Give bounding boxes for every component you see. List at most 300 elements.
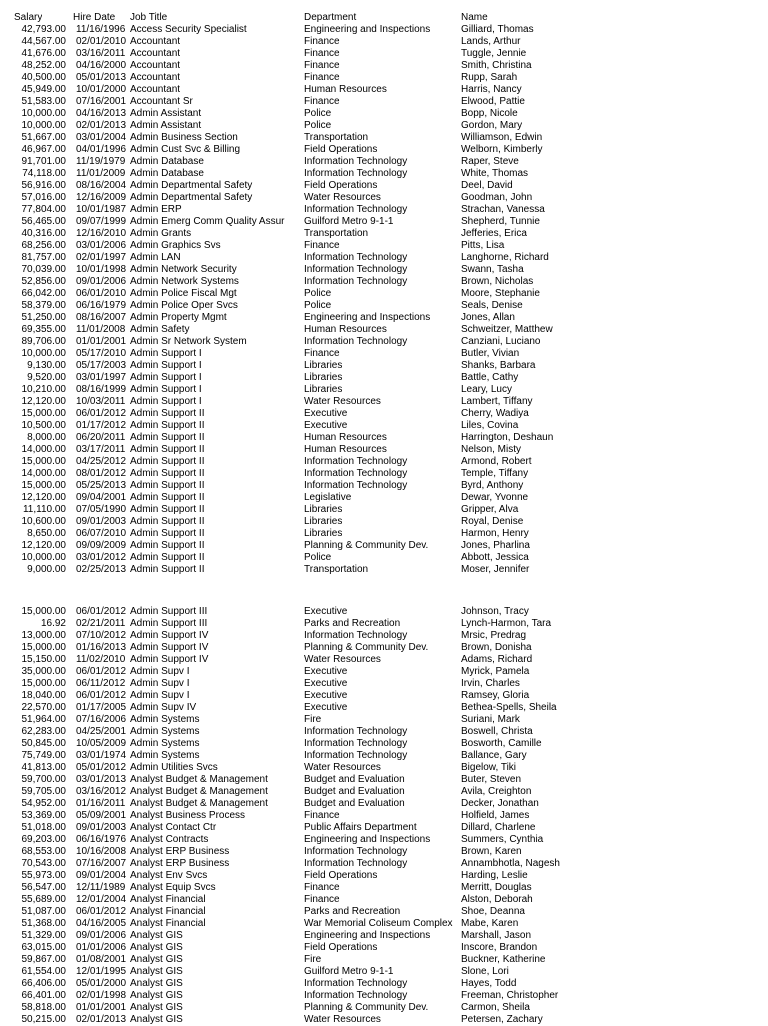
table-row — [0, 834, 768, 846]
table-row — [0, 420, 768, 432]
salary-cell: 15,150.00 — [21, 654, 66, 665]
job-title-cell: Admin Supv I — [130, 678, 190, 689]
hire-date-cell: 03/01/1974 — [76, 750, 127, 761]
job-title-cell: Admin Grants — [130, 228, 192, 239]
name-cell: Marshall, Jason — [461, 930, 532, 941]
job-title-cell: Admin Support II — [130, 528, 205, 539]
department-cell: Legislative — [304, 492, 352, 503]
department-cell: Information Technology — [304, 468, 408, 479]
table-row — [0, 762, 768, 774]
salary-cell: 58,818.00 — [21, 1002, 66, 1013]
salary-cell: 89,706.00 — [21, 336, 66, 347]
name-cell: Adams, Richard — [461, 654, 533, 665]
job-title-cell: Analyst GIS — [130, 1002, 183, 1013]
hire-date-cell: 07/16/2006 — [76, 714, 127, 725]
salary-cell: 51,329.00 — [21, 930, 66, 941]
department-cell: Information Technology — [304, 264, 408, 275]
job-title-cell: Accountant — [130, 84, 181, 95]
table-row — [0, 858, 768, 870]
name-cell: Strachan, Vanessa — [461, 204, 545, 215]
table-row — [0, 60, 768, 72]
table-row — [0, 204, 768, 216]
hire-date-cell: 06/16/1976 — [76, 834, 127, 845]
name-cell: Leary, Lucy — [461, 384, 512, 395]
table-row — [0, 690, 768, 702]
name-cell: Shoe, Deanna — [461, 906, 525, 917]
department-cell: Water Resources — [304, 396, 381, 407]
department-cell: Finance — [304, 48, 340, 59]
hire-date-cell: 01/16/2011 — [76, 798, 126, 809]
hire-date-cell: 11/16/1996 — [76, 24, 126, 35]
department-cell: Finance — [304, 240, 340, 251]
salary-cell: 53,369.00 — [21, 810, 66, 821]
hire-date-cell: 06/16/1979 — [76, 300, 127, 311]
hire-date-cell: 05/17/2010 — [76, 348, 127, 359]
job-title-cell: Accountant Sr — [130, 96, 193, 107]
name-cell: Bigelow, Tiki — [461, 762, 517, 773]
table-row — [0, 72, 768, 84]
hire-date-cell: 07/16/2007 — [76, 858, 127, 869]
header-job-title: Job Title — [130, 12, 168, 23]
hire-date-cell: 06/01/2012 — [76, 606, 127, 617]
salary-cell: 44,567.00 — [21, 36, 66, 47]
table-row — [0, 228, 768, 240]
hire-date-cell: 01/16/2013 — [76, 642, 127, 653]
department-cell: Information Technology — [304, 858, 408, 869]
table-row — [0, 252, 768, 264]
hire-date-cell: 08/01/2012 — [76, 468, 127, 479]
job-title-cell: Analyst Budget & Management — [130, 774, 268, 785]
name-cell: Canziani, Luciano — [461, 336, 541, 347]
salary-cell: 63,015.00 — [21, 942, 66, 953]
name-cell: Schweitzer, Matthew — [461, 324, 553, 335]
salary-cell: 55,689.00 — [21, 894, 66, 905]
name-cell: White, Thomas — [461, 168, 529, 179]
name-cell: Ramsey, Gloria — [461, 690, 530, 701]
department-cell: Libraries — [304, 360, 343, 371]
department-cell: Information Technology — [304, 456, 408, 467]
salary-cell: 59,705.00 — [21, 786, 66, 797]
hire-date-cell: 06/20/2011 — [76, 432, 126, 443]
hire-date-cell: 04/25/2012 — [76, 456, 127, 467]
job-title-cell: Admin Network Systems — [130, 276, 239, 287]
job-title-cell: Admin Sr Network System — [130, 336, 247, 347]
salary-cell: 74,118.00 — [22, 168, 66, 179]
job-title-cell: Admin Utilities Svcs — [130, 762, 218, 773]
department-cell: Executive — [304, 420, 348, 431]
table-row — [0, 810, 768, 822]
name-cell: Swann, Tasha — [461, 264, 524, 275]
name-cell: Moser, Jennifer — [461, 564, 530, 575]
name-cell: Brown, Karen — [461, 846, 522, 857]
department-cell: Libraries — [304, 504, 343, 515]
job-title-cell: Analyst Budget & Management — [130, 786, 268, 797]
job-title-cell: Admin Support I — [130, 360, 202, 371]
name-cell: Dillard, Charlene — [461, 822, 536, 833]
salary-cell: 15,000.00 — [21, 606, 66, 617]
name-cell: Nelson, Misty — [461, 444, 522, 455]
job-title-cell: Admin Support IV — [130, 630, 209, 641]
table-row — [0, 540, 768, 552]
hire-date-cell: 09/09/2009 — [76, 540, 127, 551]
department-cell: Human Resources — [304, 432, 387, 443]
name-cell: Tuggle, Jennie — [461, 48, 527, 59]
name-cell: Butler, Vivian — [461, 348, 520, 359]
job-title-cell: Analyst GIS — [130, 978, 183, 989]
salary-cell: 69,355.00 — [21, 324, 66, 335]
name-cell: Welborn, Kimberly — [461, 144, 543, 155]
table-row — [0, 822, 768, 834]
table-row — [0, 156, 768, 168]
department-cell: Budget and Evaluation — [304, 786, 405, 797]
hire-date-cell: 09/01/2003 — [76, 516, 127, 527]
name-cell: Ballance, Gary — [461, 750, 527, 761]
name-cell: Brown, Nicholas — [461, 276, 534, 287]
header-name: Name — [461, 12, 488, 23]
name-cell: Mrsic, Predrag — [461, 630, 527, 641]
table-row — [0, 192, 768, 204]
job-title-cell: Admin Graphics Svs — [130, 240, 221, 251]
job-title-cell: Admin Systems — [130, 714, 200, 725]
job-title-cell: Analyst GIS — [130, 1014, 183, 1025]
job-title-cell: Admin Supv I — [130, 690, 190, 701]
department-cell: Police — [304, 300, 332, 311]
department-cell: Finance — [304, 348, 340, 359]
salary-cell: 57,016.00 — [21, 192, 66, 203]
department-cell: Parks and Recreation — [304, 906, 401, 917]
name-cell: Abbott, Jessica — [461, 552, 529, 563]
salary-cell: 56,916.00 — [21, 180, 66, 191]
table-row — [0, 870, 768, 882]
job-title-cell: Admin Departmental Safety — [130, 180, 253, 191]
hire-date-cell: 04/16/2013 — [76, 108, 127, 119]
hire-date-cell: 09/01/2006 — [76, 930, 127, 941]
name-cell: Buckner, Katherine — [461, 954, 546, 965]
salary-cell: 10,600.00 — [21, 516, 66, 527]
hire-date-cell: 06/07/2010 — [76, 528, 127, 539]
salary-cell: 51,250.00 — [21, 312, 66, 323]
table-row — [0, 144, 768, 156]
job-title-cell: Admin Support I — [130, 348, 202, 359]
job-title-cell: Admin Support II — [130, 492, 205, 503]
salary-cell: 48,252.00 — [21, 60, 66, 71]
department-cell: Information Technology — [304, 978, 408, 989]
department-cell: Water Resources — [304, 762, 381, 773]
table-row — [0, 618, 768, 630]
hire-date-cell: 02/01/2010 — [76, 36, 127, 47]
department-cell: Guilford Metro 9-1-1 — [304, 216, 394, 227]
table-row — [0, 930, 768, 942]
name-cell: Bopp, Nicole — [461, 108, 518, 119]
department-cell: Guilford Metro 9-1-1 — [304, 966, 394, 977]
job-title-cell: Admin Support IV — [130, 642, 209, 653]
hire-date-cell: 05/09/2001 — [76, 810, 127, 821]
job-title-cell: Analyst GIS — [130, 930, 183, 941]
name-cell: Alston, Deborah — [461, 894, 533, 905]
department-cell: Budget and Evaluation — [304, 798, 405, 809]
table-row — [0, 396, 768, 408]
salary-cell: 61,554.00 — [21, 966, 66, 977]
department-cell: Transportation — [304, 132, 369, 143]
job-title-cell: Admin Support II — [130, 516, 205, 527]
department-cell: Information Technology — [304, 630, 408, 641]
job-title-cell: Accountant — [130, 48, 181, 59]
salary-cell: 15,000.00 — [21, 480, 66, 491]
job-title-cell: Admin Support I — [130, 372, 202, 383]
department-cell: Police — [304, 552, 332, 563]
job-title-cell: Admin Support III — [130, 606, 208, 617]
name-cell: Boswell, Christa — [461, 726, 533, 737]
salary-cell: 8,000.00 — [27, 432, 66, 443]
name-cell: Petersen, Zachary — [461, 1014, 543, 1025]
department-cell: Field Operations — [304, 870, 378, 881]
hire-date-cell: 06/01/2010 — [76, 288, 127, 299]
salary-cell: 91,701.00 — [21, 156, 66, 167]
hire-date-cell: 04/01/1996 — [76, 144, 127, 155]
table-row — [0, 468, 768, 480]
job-title-cell: Analyst ERP Business — [130, 858, 230, 869]
hire-date-cell: 02/01/1998 — [76, 990, 127, 1001]
job-title-cell: Analyst GIS — [130, 990, 183, 1001]
job-title-cell: Analyst Contracts — [130, 834, 209, 845]
name-cell: Langhorne, Richard — [461, 252, 549, 263]
department-cell: Police — [304, 108, 332, 119]
salary-cell: 56,547.00 — [21, 882, 66, 893]
name-cell: Battle, Cathy — [461, 372, 519, 383]
hire-date-cell: 05/17/2003 — [76, 360, 127, 371]
name-cell: Gripper, Alva — [461, 504, 519, 515]
department-cell: Engineering and Inspections — [304, 834, 431, 845]
salary-cell: 55,973.00 — [21, 870, 66, 881]
department-cell: Budget and Evaluation — [304, 774, 405, 785]
hire-date-cell: 07/05/1990 — [76, 504, 127, 515]
department-cell: Human Resources — [304, 84, 387, 95]
name-cell: Rupp, Sarah — [461, 72, 518, 83]
job-title-cell: Admin Support II — [130, 432, 205, 443]
table-row — [0, 480, 768, 492]
department-cell: Executive — [304, 678, 348, 689]
department-cell: Planning & Community Dev. — [304, 1002, 429, 1013]
salary-cell: 9,000.00 — [27, 564, 66, 575]
hire-date-cell: 03/01/2012 — [76, 552, 127, 563]
job-title-cell: Admin Database — [130, 168, 204, 179]
hire-date-cell: 03/01/2013 — [76, 774, 127, 785]
table-row — [0, 738, 768, 750]
job-title-cell: Admin Support II — [130, 408, 205, 419]
hire-date-cell: 01/01/2006 — [76, 942, 127, 953]
department-cell: Engineering and Inspections — [304, 312, 431, 323]
salary-cell: 12,120.00 — [21, 540, 66, 551]
department-cell: Water Resources — [304, 654, 381, 665]
salary-cell: 58,379.00 — [21, 300, 66, 311]
name-cell: Brown, Donisha — [461, 642, 532, 653]
name-cell: Harmon, Henry — [461, 528, 529, 539]
department-cell: Transportation — [304, 564, 369, 575]
hire-date-cell: 09/07/1999 — [76, 216, 127, 227]
salary-cell: 9,520.00 — [27, 372, 66, 383]
job-title-cell: Admin Assistant — [130, 108, 202, 119]
table-row — [0, 516, 768, 528]
salary-cell: 10,500.00 — [21, 420, 66, 431]
department-cell: Information Technology — [304, 168, 408, 179]
hire-date-cell: 05/01/2013 — [76, 72, 127, 83]
salary-cell: 56,465.00 — [21, 216, 66, 227]
table-row — [0, 456, 768, 468]
department-cell: Fire — [304, 954, 322, 965]
job-title-cell: Admin Support IV — [130, 654, 209, 665]
department-cell: Field Operations — [304, 942, 378, 953]
salary-cell: 13,000.00 — [21, 630, 66, 641]
table-row — [0, 666, 768, 678]
hire-date-cell: 05/01/2012 — [76, 762, 127, 773]
salary-cell: 16.92 — [40, 618, 66, 629]
department-cell: Information Technology — [304, 156, 408, 167]
department-cell: Executive — [304, 408, 348, 419]
hire-date-cell: 02/01/2013 — [76, 120, 127, 131]
hire-date-cell: 03/17/2011 — [76, 444, 126, 455]
job-title-cell: Admin Support II — [130, 540, 205, 551]
hire-date-cell: 06/01/2012 — [76, 408, 127, 419]
salary-cell: 50,215.00 — [21, 1014, 66, 1025]
department-cell: Information Technology — [304, 726, 408, 737]
hire-date-cell: 02/25/2013 — [76, 564, 127, 575]
name-cell: Carmon, Sheila — [461, 1002, 530, 1013]
hire-date-cell: 01/01/2001 — [76, 336, 127, 347]
department-cell: Information Technology — [304, 738, 408, 749]
salary-cell: 81,757.00 — [21, 252, 66, 263]
table-row — [0, 642, 768, 654]
name-cell: Buter, Steven — [461, 774, 522, 785]
name-cell: Gordon, Mary — [461, 120, 523, 131]
job-title-cell: Admin Systems — [130, 726, 200, 737]
salary-cell: 10,000.00 — [21, 108, 66, 119]
table-row — [0, 702, 768, 714]
hire-date-cell: 10/01/2000 — [76, 84, 127, 95]
table-row — [0, 726, 768, 738]
salary-cell: 9,130.00 — [27, 360, 66, 371]
hire-date-cell: 05/01/2000 — [76, 978, 127, 989]
job-title-cell: Admin Support II — [130, 504, 205, 515]
table-row — [0, 240, 768, 252]
table-row — [0, 786, 768, 798]
table-row — [0, 372, 768, 384]
hire-date-cell: 07/10/2012 — [76, 630, 127, 641]
table-row — [0, 444, 768, 456]
name-cell: Williamson, Edwin — [461, 132, 543, 143]
name-cell: Mabe, Karen — [461, 918, 519, 929]
salary-cell: 12,120.00 — [21, 396, 66, 407]
salary-cell: 10,000.00 — [21, 552, 66, 563]
table-row — [0, 324, 768, 336]
salary-cell: 62,283.00 — [21, 726, 66, 737]
salary-cell: 14,000.00 — [21, 468, 66, 479]
name-cell: Merritt, Douglas — [461, 882, 532, 893]
table-row — [0, 348, 768, 360]
hire-date-cell: 09/04/2001 — [76, 492, 127, 503]
job-title-cell: Analyst Financial — [130, 918, 206, 929]
salary-cell: 77,804.00 — [21, 204, 66, 215]
table-row — [0, 120, 768, 132]
table-row — [0, 564, 768, 576]
table-row — [0, 108, 768, 120]
hire-date-cell: 07/16/2001 — [76, 96, 127, 107]
job-title-cell: Admin Support II — [130, 444, 205, 455]
table-row — [0, 714, 768, 726]
table-row — [0, 300, 768, 312]
name-cell: Raper, Steve — [461, 156, 519, 167]
job-title-cell: Analyst Budget & Management — [130, 798, 268, 809]
salary-cell: 35,000.00 — [21, 666, 66, 677]
department-cell: Libraries — [304, 372, 343, 383]
job-title-cell: Accountant — [130, 72, 181, 83]
table-row — [0, 336, 768, 348]
job-title-cell: Admin Systems — [130, 738, 200, 749]
salary-cell: 15,000.00 — [21, 408, 66, 419]
department-cell: Planning & Community Dev. — [304, 540, 429, 551]
name-cell: Elwood, Pattie — [461, 96, 525, 107]
name-cell: Jones, Allan — [461, 312, 515, 323]
salary-cell: 42,793.00 — [21, 24, 66, 35]
table-row — [0, 990, 768, 1002]
name-cell: Harding, Leslie — [461, 870, 528, 881]
hire-date-cell: 09/01/2006 — [76, 276, 127, 287]
salary-cell: 40,500.00 — [21, 72, 66, 83]
department-cell: Information Technology — [304, 336, 408, 347]
department-cell: Information Technology — [304, 750, 408, 761]
name-cell: Harris, Nancy — [461, 84, 522, 95]
job-title-cell: Admin Property Mgmt — [130, 312, 227, 323]
table-row — [0, 84, 768, 96]
table-row — [0, 1014, 768, 1026]
department-cell: War Memorial Coliseum Complex — [304, 918, 453, 929]
hire-date-cell: 10/16/2008 — [76, 846, 127, 857]
job-title-cell: Admin Cust Svc & Billing — [130, 144, 241, 155]
department-cell: Water Resources — [304, 1014, 381, 1025]
table-row — [0, 774, 768, 786]
hire-date-cell: 11/01/2009 — [76, 168, 126, 179]
table-row — [0, 1002, 768, 1014]
job-title-cell: Admin Supv I — [130, 666, 190, 677]
job-title-cell: Admin Support II — [130, 468, 205, 479]
salary-cell: 69,203.00 — [21, 834, 66, 845]
table-row — [0, 552, 768, 564]
hire-date-cell: 12/11/1989 — [76, 882, 126, 893]
table-row — [0, 432, 768, 444]
salary-cell: 70,039.00 — [21, 264, 66, 275]
name-cell: Cherry, Wadiya — [461, 408, 529, 419]
name-cell: Lands, Arthur — [461, 36, 521, 47]
department-cell: Libraries — [304, 528, 343, 539]
job-title-cell: Admin Support II — [130, 420, 205, 431]
hire-date-cell: 06/01/2012 — [76, 906, 127, 917]
table-row — [0, 504, 768, 516]
job-title-cell: Admin LAN — [130, 252, 181, 263]
hire-date-cell: 02/01/2013 — [76, 1014, 127, 1025]
job-title-cell: Analyst Env Svcs — [130, 870, 208, 881]
department-cell: Fire — [304, 714, 322, 725]
salary-cell: 15,000.00 — [21, 678, 66, 689]
job-title-cell: Admin Emerg Comm Quality Assur — [130, 216, 285, 227]
salary-cell: 50,845.00 — [21, 738, 66, 749]
job-title-cell: Admin Support I — [130, 384, 202, 395]
table-row — [0, 966, 768, 978]
table-row — [0, 798, 768, 810]
department-cell: Finance — [304, 72, 340, 83]
hire-date-cell: 12/01/1995 — [76, 966, 127, 977]
department-cell: Finance — [304, 810, 340, 821]
salary-cell: 51,087.00 — [21, 906, 66, 917]
salary-cell: 59,867.00 — [21, 954, 66, 965]
